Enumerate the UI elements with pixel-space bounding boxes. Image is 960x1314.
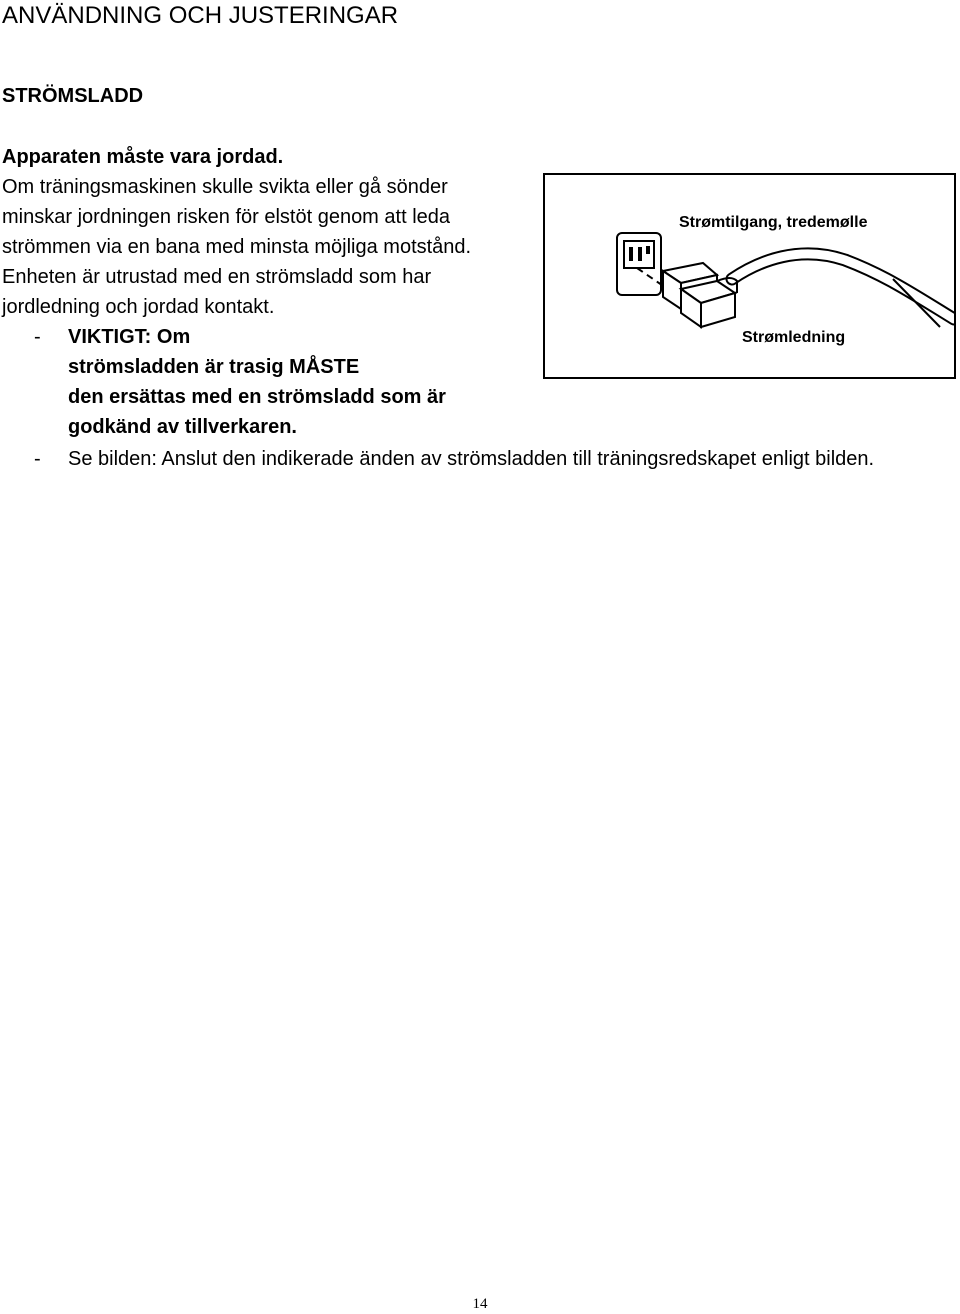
instruction-text: Se bilden: Anslut den indikerade änden av strömsladden till träningsredskapet enligt bilden.: [68, 448, 875, 470]
page-title: ANVÄNDNING OCH JUSTERINGAR: [2, 2, 399, 29]
intro-bold: Apparaten måste vara jordad.: [2, 146, 284, 168]
bullet-marker: -: [34, 326, 41, 348]
bullet-marker: -: [34, 448, 41, 470]
paragraph-line: Om träningsmaskinen skulle svikta eller gå sönder: [2, 176, 448, 198]
cord-label: Strømledning: [742, 329, 846, 346]
paragraph-line: strömmen via en bana med minsta möjliga motstånd.: [2, 236, 472, 258]
plug-icon: [663, 263, 737, 327]
section-title: STRÖMSLADD: [2, 85, 144, 107]
power-cord-icon: [732, 254, 954, 319]
warning-line: den ersättas med en strömsladd som är: [68, 386, 446, 408]
warning-line: godkänd av tillverkaren.: [68, 416, 297, 438]
warning-line: strömsladden är trasig MÅSTE: [68, 356, 360, 378]
page-number: 14: [472, 1296, 488, 1312]
paragraph-line: Enheten är utrustad med en strömsladd som har: [2, 266, 432, 288]
paragraph-line: jordledning och jordad kontakt.: [2, 296, 275, 318]
power-cord-figure: [543, 173, 956, 379]
inlet-label: Strømtilgang, tredemølle: [679, 214, 868, 231]
warning-line: VIKTIGT: Om: [68, 326, 191, 348]
power-inlet-icon: [617, 233, 661, 295]
paragraph-line: minskar jordningen risken för elstöt genom att leda: [2, 206, 451, 228]
